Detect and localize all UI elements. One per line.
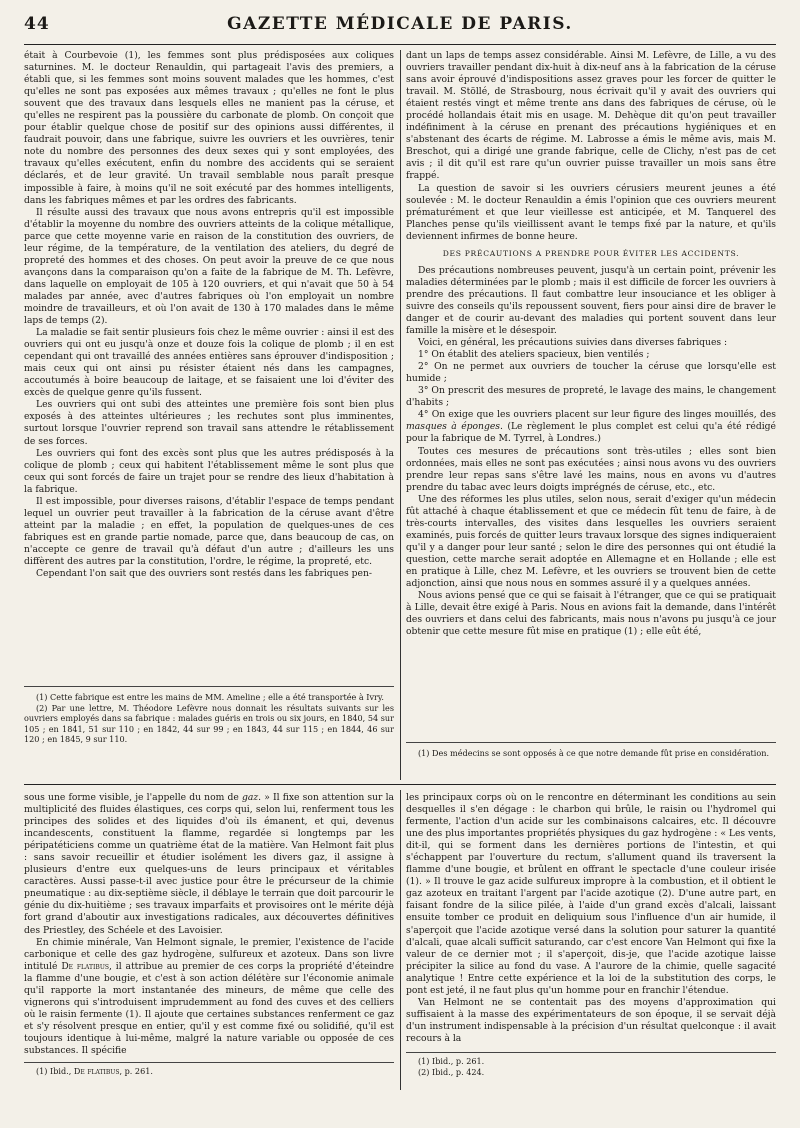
bottom-right-footnotes: [406, 1056, 776, 1082]
bottom-left-column: [24, 792, 394, 1060]
book-title: De flatibus: [73, 1066, 120, 1076]
top-right-column: [406, 50, 776, 740]
footnote-rule: [24, 1062, 394, 1063]
footnote-rule: [406, 1052, 776, 1053]
footnote-text: , p. 261.: [119, 1066, 153, 1076]
footnote: (2) Par une lettre, M. Théodore Lefèvre nous donnait les résultats suivants sur les ouvriers employés dans sa fabrique : malades guéris en trois ou six jours, en 1840, 54 sur 105 ; en 1841, 51 sur 110 ; en 1842, 44 sur 99 ; en 1843, 44 sur 115 ; en 1844, 46 sur 120 ; en 1845, 9 sur 110.: [24, 702, 394, 745]
list-item: 2° On ne permet aux ouvriers de toucher la céruse que lorsqu'elle est humide ;: [406, 361, 776, 385]
section-separator: [24, 784, 776, 785]
footnote: (1) Ibid., p. 261.: [418, 1056, 485, 1066]
book-title: De flatibus: [61, 960, 109, 972]
paragraph: Voici, en général, les précautions suivies dans diverses fabriques :: [418, 337, 728, 349]
paragraph: Une des réformes les plus utiles, selon nous, serait d'exiger qu'un médecin fût attaché à chaque établissement et que ce médecin fût tenu de faire, à de très-courts intervalles, des visites dans lesquelles les ouvriers seraient examinés, puis forcés de quitter leurs travaux lorsque des signes indiqueraient qu'il y a danger pour leur santé ; selon le dire des personnes qui ont étudié la question, cette marche serait adoptée en Allemagne et en Hollande ; elle est en pratique à Lille, chez M. Lefèvre, et les ouvriers se trouvent bien de cette adjonction, ainsi que nous nous en sommes assuré il y a quelques années.: [406, 493, 776, 590]
top-right-footnotes: [406, 748, 776, 774]
list-item: 3° On prescrit des mesures de propreté, le lavage des mains, le changement d'habits ;: [406, 385, 776, 409]
italic-term: gaz: [241, 792, 259, 803]
italic-term: masques à éponges: [406, 421, 501, 433]
paragraph: Il résulte aussi des travaux que nous avons entrepris qu'il est impossible d'établir la moyenne du nombre des ouvriers atteints de la colique métallique, parce que cette moyenne varie en raison de la constitution des ouvriers, de leur régime, de la température, de la ventilation des ateliers, du degré de propreté des hommes et des choses. On peut avoir la preuve de ce que nous avançons dans la comparaison qu'on a faite de la fabrique de M. Th. Lefèvre, dans laquelle on employait de 105 à 120 ouvriers, et qui n'avait que 50 à 54 malades par année, avec d'autres fabriques où l'on employait un nombre moindre de travailleurs, et où l'on avait de 130 à 170 malades dans le même laps de temps (2).: [24, 206, 394, 327]
top-left-column: [24, 50, 394, 678]
page-header: [24, 14, 776, 38]
paragraph: Les ouvriers qui font des excès sont plus que les autres prédisposés à la colique de plomb ; ceux qui habitent l'établissement même le sont plus que ceux qui sont forcés de faire un trajet pour se rendre des lieux d'habitation à la fabrique.: [24, 447, 394, 495]
paragraph: La question de savoir si les ouvriers cérusiers meurent jeunes a été soulevée : M. le docteur Renauldin a émis l'opinion que ces ouvriers meurent prématurément et que leur vieillesse est anticipée, et M. Tanquerel des Planches pense qu'ils vieillissent avant le temps fixé par la nature, et qu'ils deviennent infirmes de bonne heure.: [406, 182, 776, 242]
paragraph: [24, 792, 394, 937]
top-left-footnotes: [24, 692, 394, 766]
journal-title: GAZETTE MÉDICALE DE PARIS.: [227, 14, 573, 34]
footnote: (2) Ibid., p. 424.: [418, 1066, 485, 1077]
page-number: 44: [24, 14, 50, 34]
footnote: [24, 1066, 394, 1077]
paragraph: Toutes ces mesures de précautions sont très-utiles ; elles sont bien ordonnées, mais elles ne sont pas exécutées ; ainsi nous avons vu des ouvriers prendre leur repas sans s'être lavé les mains, nous en avons vu d'autres prendre du tabac avec leurs doigts imprégnés de céruse, etc., etc.: [406, 445, 776, 493]
list-item-text: 4° On exige que les ouvriers placent sur leur figure des linges mouillés, des: [418, 409, 776, 421]
paragraph: [24, 937, 394, 1057]
paragraph: dant un laps de temps assez considérable. Ainsi M. Lefèvre, de Lille, a vu des ouvriers travailler pendant dix-huit à dix-neuf ans à la fabrication de la céruse sans avoir éprouvé d'indispositions assez graves pour les forcer de quitter le travail. M. Stöllé, de Strasbourg, nous écrivait qu'il y avait des ouvriers qui étaient restés vingt et même trente ans dans des fabriques de céruse, où le procédé hollandais était mis en usage. M. Dehèque dit qu'on peut travailler indéfiniment à la céruse en prenant des précautions hygiéniques et en s'abstenant des écarts de régime. M. Labrosse a émis le même avis, mais M. Breschot, qui a dirigé une grande fabrique, celle de Clichy, n'est pas de cet avis ; il dit qu'il est rare qu'un ouvrier puisse travailler un mois sans être frappé.: [406, 50, 776, 182]
paragraph-text: , il attribue au premier de ces corps la propriété d'éteindre la flamme d'une bougie, et c'est à son action délétère sur l'économie animale qu'il rapporte la mort instantanée des mineurs, de même que celle des vignerons qui s'introduisent imprudemment au fond des cuves et des celliers où le raisin fermente (1). Il ajoute que certaines substances renferment ce gaz et s'y résolvent presque en entier, qu'il y est comme fixé ou solidifié, qu'il est toujours identique à lui-même, malgré la nature variable ou opposée de ces substances. Il spécifie: [24, 960, 394, 1056]
footnote-rule: [406, 742, 776, 743]
footnote-rule: [24, 686, 394, 687]
paragraph-text: En chimie minérale, Van Helmont signale, le premier, l'existence de l'acide carbonique et celle des gaz hydrogène, sulfureux et azoteux. Dans son livre intitulé: [24, 936, 394, 972]
list-item-text: . (Le règlement le plus complet est celui qu'a été rédigé pour la fabrique de M. Tyrrel, à Londres.): [406, 421, 776, 445]
bottom-left-footnotes: [24, 1066, 394, 1080]
footnote: (1) Des médecins se sont opposés à ce que notre demande fût prise en considération.: [418, 748, 770, 758]
paragraph: les principaux corps où on le rencontre en déterminant les conditions au sein desquelles il s'en dégage : le charbon qui brûle, le raisin ou l'hydromel qui fermente, l'action d'un acide sur les combinaisons calcaires, etc. Il découvre une des plus importantes propriétés physiques du gaz hydrogène : « Les vents, dit-il, qui se forment dans les dernières portions de l'intestin, et qui s'échappent par l'ouverture du rectum, s'allument quand ils traversent la flamme d'une bougie, et brûlent en offrant le spectacle d'une couleur irisée (1). » Il trouve le gaz acide sulfureux impropre à la combustion, et il obtient le gaz azoteux en traitant l'argent par l'acide azotique (2). D'une autre part, en faisant fondre de la silice pilée, à l'aide d'un grand excès d'alcali, laissant ensuite tomber ce produit en deliquium sous l'influence d'un air humide, il s'aperçoit que l'acide azotique versé dans la solution pour saturer la quantité d'alcali, quae alcali sufficit saturando, car c'est encore Van Helmont qui fixe la valeur de ce dernier mot ; il s'aperçoit, dis-je, que l'acide azotique laisse précipiter la silice au fond du vase. A l'aurore de la chimie, quelle sagacité analytique ! Entre cette expérience et la loi de la substitution des corps, le pont est jeté, il ne faut plus qu'un homme pour en franchir l'étendue.: [406, 792, 776, 996]
bottom-right-column: [406, 792, 776, 1044]
paragraph: La maladie se fait sentir plusieurs fois chez le même ouvrier : ainsi il est des ouvriers qui ont eu jusqu'à onze et douze fois la colique de plomb ; il en est cependant qui ont travaillé des années entières sans éprouver d'indisposition ; mais ceux qui ont ainsi pu résister étaient nés dans les campagnes, accoutumés à boire beaucoup de laitage, et se faisaient une loi d'éviter des excès de quelque genre qu'ils fussent.: [24, 327, 394, 399]
header-rule: [24, 44, 776, 45]
paragraph: Cependant l'on sait que des ouvriers sont restés dans les fabriques pen-: [36, 568, 373, 580]
paragraph: était à Courbevoie (1), les femmes sont plus prédisposées aux coliques saturnines. M. le docteur Renauldin, qui partageait l'avis des premiers, a établi que, si les femmes sont moins souvent malades que les hommes, c'est qu'elles ne sont pas exposées aux mêmes travaux ; qu'elles ne font le plus souvent que des travaux dans lesquels elles ne manient pas la céruse, et qu'elles ne respirent pas la poussière du carbonate de plomb. On conçoit que pour établir quelque chose de positif sur des opinions aussi différentes, il faudrait pouvoir, dans une fabrique, suivre les ouvriers et les ouvrières, tenir note du nombre des personnes des deux sexes qui y sont employées, des travaux qu'elles exécutent, enfin du nombre des accidents qui se seraient déclarés, et de leur gravité. Un travail semblable nous paraît presque impossible à faire, à moins qu'il ne soit exécuté par des hommes intelligents, dans les fabriques mêmes et par les ordres des fabricants.: [24, 50, 394, 206]
paragraph: Des précautions nombreuses peuvent, jusqu'à un certain point, prévenir les maladies déterminées par le plomb ; mais il est difficile de forcer les ouvriers à prendre des précautions. Il faut combattre leur insouciance et les obliger à suivre des conseils qu'ils repoussent souvent, fiers pour ainsi dire de braver le danger et de courir au-devant des maladies qui portent souvent dans leur famille la misère et le désespoir.: [406, 264, 776, 337]
section-heading: DES PRÉCAUTIONS A PRENDRE POUR ÉVITER LES ACCIDENTS.: [442, 248, 740, 258]
list-item: [406, 409, 776, 445]
paragraph-text: sous une forme visible, je l'appelle du nom de: [24, 792, 242, 803]
paragraph-text: . » Il fixe son attention sur la multiplicité des fluides élastiques, ces corps qui, selon lui, renferment tous les principes des solides et des liquides d'où ils émanent, et qui, devenus incandescents, constituent la flamme, regardée si longtemps par les péripatéticiens comme un quatrième état de la matière. Van Helmont fait plus : sans savoir recueillir et étudier isolément les divers gaz, il assigne à plusieurs d'entre eux quelques-uns de leurs principaux et véritables caractères. Aussi passe-t-il avec justice pour être le précurseur de la chimie pneumatique : au dix-septième siècle, il déblaye le terrain que doit parcourir le génie du dix-huitième ; ses travaux imparfaits et provisoires ont le mérite déjà fort grand d'aboutir aux investigations radicales, aux découvertes définitives des Priestley, des Schéele et des Lavoisier.: [24, 792, 394, 936]
paragraph: Il est impossible, pour diverses raisons, d'établir l'espace de temps pendant lequel un ouvrier peut travailler à la fabrication de la céruse avant d'être atteint par la maladie ; en effet, la population de quelques-unes de ces fabriques est en grande partie nomade, parce que, dans beaucoup de cas, on n'accepte ce genre de travail qu'à défaut d'un autre ; d'ailleurs les uns diffèrent des autres par la constitution, l'ordre, le régime, la propreté, etc.: [24, 495, 394, 567]
column-divider: [400, 50, 401, 780]
column-divider: [400, 790, 401, 1090]
paragraph: Les ouvriers qui ont subi des atteintes une première fois sont bien plus exposés à des atteintes ultérieures ; les rechutes sont plus imminentes, surtout lorsque l'ouvrier reprend son travail sans attendre le rétablissement de ses forces.: [24, 399, 394, 447]
list-item: 1° On établit des ateliers spacieux, bien ventilés ;: [418, 349, 650, 361]
paragraph: Nous avions pensé que ce qui se faisait à l'étranger, que ce qui se pratiquait à Lille, devait être exigé à Paris. Nous en avions fait la demande, dans l'intérêt des ouvriers et dans celui des fabricants, mais nous n'avons pu jusqu'à ce jour obtenir que cette mesure fût mise en pratique (1) ; elle eût été,: [406, 590, 776, 638]
paragraph: Van Helmont ne se contentait pas des moyens d'approximation qui suffisaient à la masse des expérimentateurs de son époque, il se servait déjà d'un instrument indispensable à la précision d'un résultat quelconque : il avait recours à la: [406, 996, 776, 1044]
footnote-text: (1) Ibid.,: [36, 1066, 74, 1076]
footnote: (1) Cette fabrique est entre les mains de MM. Ameline ; elle a été transportée à Ivry.: [36, 692, 384, 702]
